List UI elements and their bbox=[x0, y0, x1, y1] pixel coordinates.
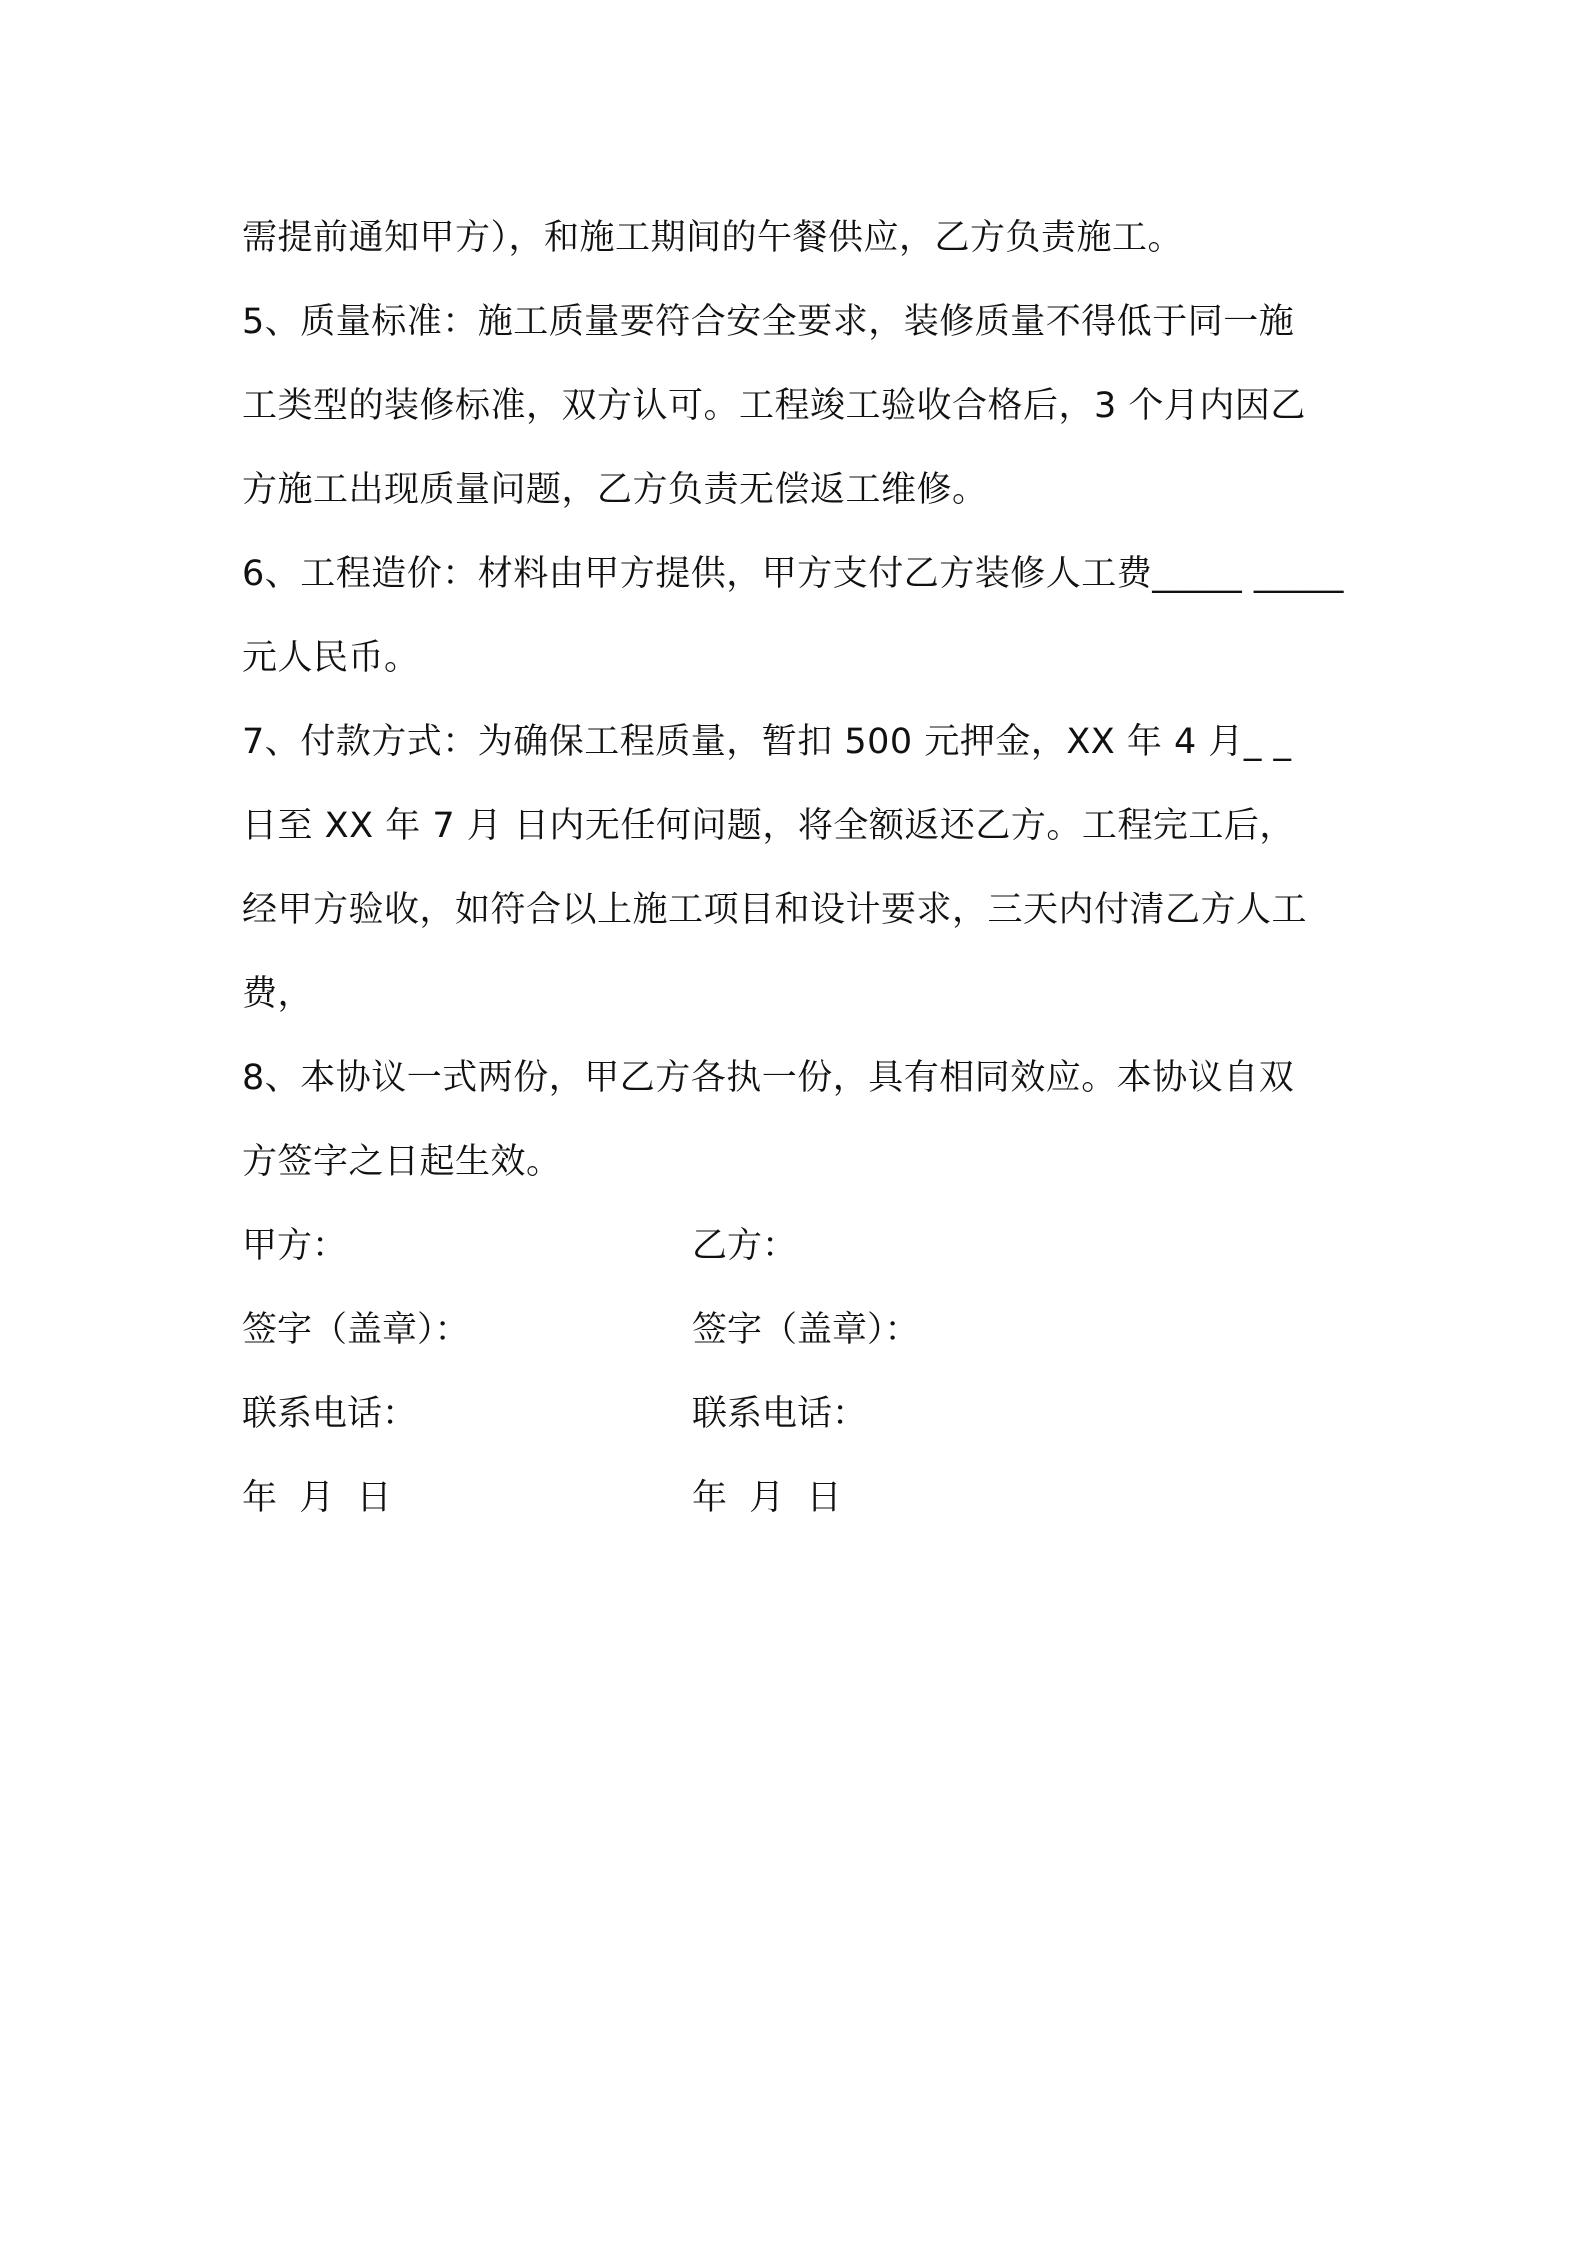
contract-body bbox=[242, 196, 1352, 1540]
signature-sign-row bbox=[242, 1288, 1352, 1372]
paragraph-line: 日至 XX 年 7 月 日内无任何问题，将全额返还乙方。工程完工后， bbox=[242, 806, 1295, 846]
paragraph-line: 方施工出现质量问题，乙方负责无偿返工维修。 bbox=[242, 470, 988, 510]
party-a-date-label: 年 月 日 bbox=[242, 1478, 392, 1518]
paragraph-line: 元人民币。 bbox=[242, 638, 420, 678]
paragraph-line: 费， bbox=[242, 974, 314, 1014]
party-a-label: 甲方： bbox=[242, 1226, 348, 1266]
party-b-date-label: 年 月 日 bbox=[692, 1478, 842, 1518]
paragraph-line: 7、付款方式：为确保工程质量，暂扣 500 元押金，XX 年 4 月_ _ bbox=[242, 722, 1292, 762]
signature-phone-row bbox=[242, 1372, 1352, 1456]
party-b-label: 乙方： bbox=[692, 1226, 798, 1266]
party-a-sign-label: 签字（盖章）： bbox=[242, 1310, 470, 1350]
paragraph-line: 需提前通知甲方），和施工期间的午餐供应，乙方负责施工。 bbox=[242, 218, 1184, 258]
paragraph-line: 方签字之日起生效。 bbox=[242, 1142, 562, 1182]
signature-party-row bbox=[242, 1204, 1352, 1288]
party-b-phone-label: 联系电话： bbox=[692, 1394, 868, 1434]
party-b-sign-label: 签字（盖章）： bbox=[692, 1310, 920, 1350]
paragraph-line: 6、工程造价：材料由甲方提供，甲方支付乙方装修人工费_____ _____ bbox=[242, 554, 1344, 594]
paragraph-line: 8、本协议一式两份，甲乙方各执一份，具有相同效应。本协议自双 bbox=[242, 1058, 1295, 1098]
paragraph-line: 5、质量标准：施工质量要符合安全要求，装修质量不得低于同一施 bbox=[242, 302, 1295, 342]
signature-date-row bbox=[242, 1456, 1352, 1540]
paragraph-line: 工类型的装修标准，双方认可。工程竣工验收合格后，3 个月内因乙 bbox=[242, 386, 1306, 426]
party-a-phone-label: 联系电话： bbox=[242, 1394, 418, 1434]
paragraph-line: 经甲方验收，如符合以上施工项目和设计要求，三天内付清乙方人工 bbox=[242, 890, 1308, 930]
